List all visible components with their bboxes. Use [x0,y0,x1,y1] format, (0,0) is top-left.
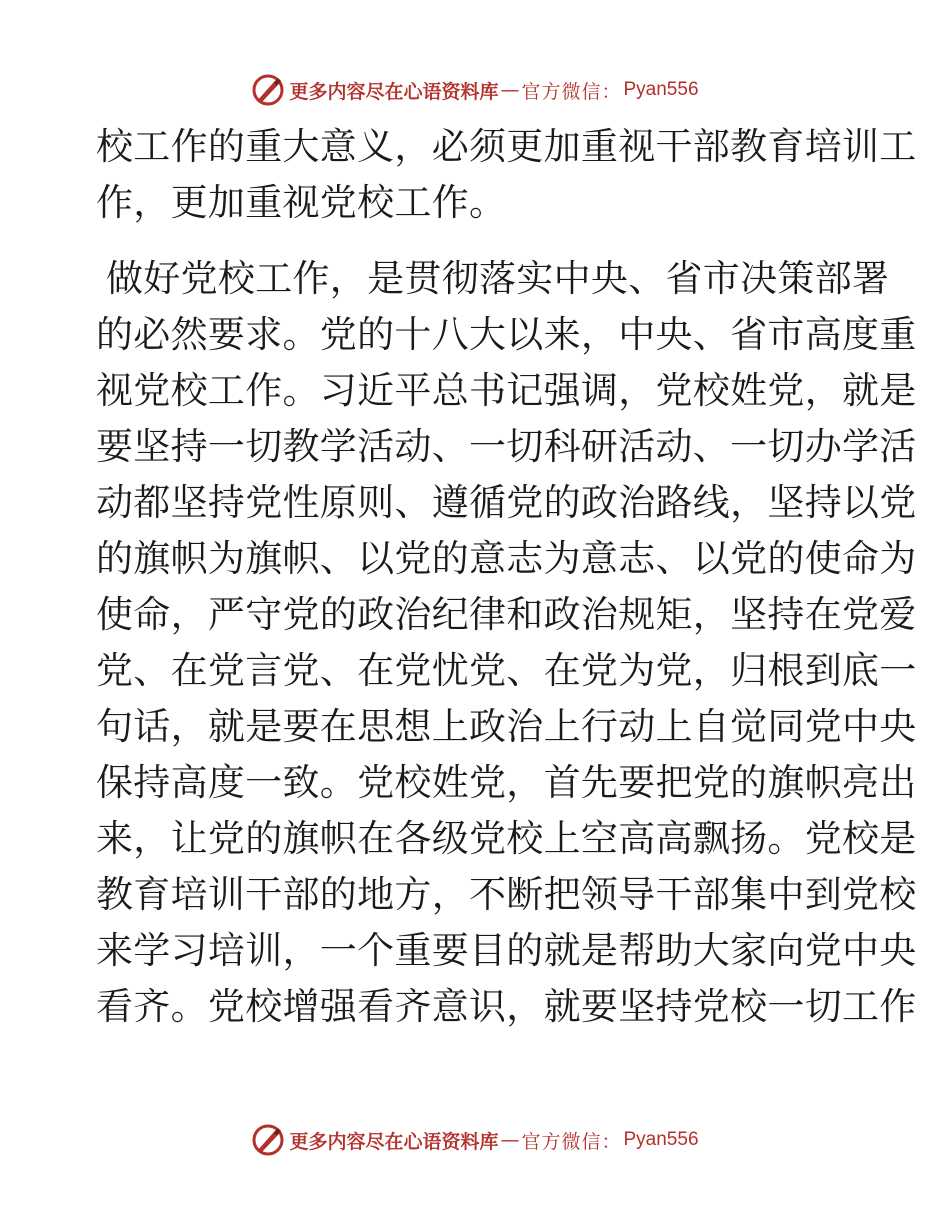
pen-circle-logo-icon [251,1123,285,1157]
text-line: 要坚持一切教学活动、一切科研活动、一切办学活 [96,425,917,468]
text-line: 来学习培训，一个重要目的就是帮助大家向党中央 [96,929,917,972]
text-line: 做好党校工作，是贯彻落实中央、省市决策部署 [106,257,890,300]
watermark-tail-text: 官方微信： [521,80,622,103]
text-line: 来，让党的旗帜在各级党校上空高高飘扬。党校是 [96,817,917,860]
paragraph-main [96,251,917,1035]
text-line: 的必然要求。党的十八大以来，中央、省市高度重 [96,313,917,356]
watermark-main-text: 更多内容尽在心语资料库 [289,80,499,103]
pen-circle-logo-icon [251,73,285,107]
watermark-wechat-id: Pyan556 [623,1129,699,1150]
text-line: 的旗帜为旗帜、以党的意志为意志、以党的使命为 [96,537,917,580]
text-line: 作，更加重视党校工作。 [96,181,507,224]
text-line: 视党校工作。习近平总书记强调，党校姓党，就是 [96,369,917,412]
paragraph-continuation [96,119,917,231]
footer-watermark [0,1120,950,1160]
watermark-wechat-id: Pyan556 [623,79,699,100]
document-body [96,119,917,1035]
watermark-main-text: 更多内容尽在心语资料库 [289,1130,499,1153]
text-line: 保持高度一致。党校姓党，首先要把党的旗帜亮出 [96,761,917,804]
text-line: 使命，严守党的政治纪律和政治规矩，坚持在党爱 [96,593,917,636]
text-line: 教育培训干部的地方，不断把领导干部集中到党校 [96,873,917,916]
text-line: 句话，就是要在思想上政治上行动上自觉同党中央 [96,705,917,748]
header-watermark [0,70,950,110]
text-line: 校工作的重大意义，必须更加重视干部教育培训工 [96,125,917,168]
watermark-tail-text: 官方微信： [521,1130,622,1153]
watermark-separator: — [500,1129,520,1151]
watermark-separator: — [500,79,520,101]
text-line: 动都坚持党性原则、遵循党的政治路线，坚持以党 [96,481,917,524]
text-line: 党、在党言党、在党忧党、在党为党，归根到底一 [96,649,917,692]
text-line: 看齐。党校增强看齐意识，就要坚持党校一切工作 [96,985,917,1028]
